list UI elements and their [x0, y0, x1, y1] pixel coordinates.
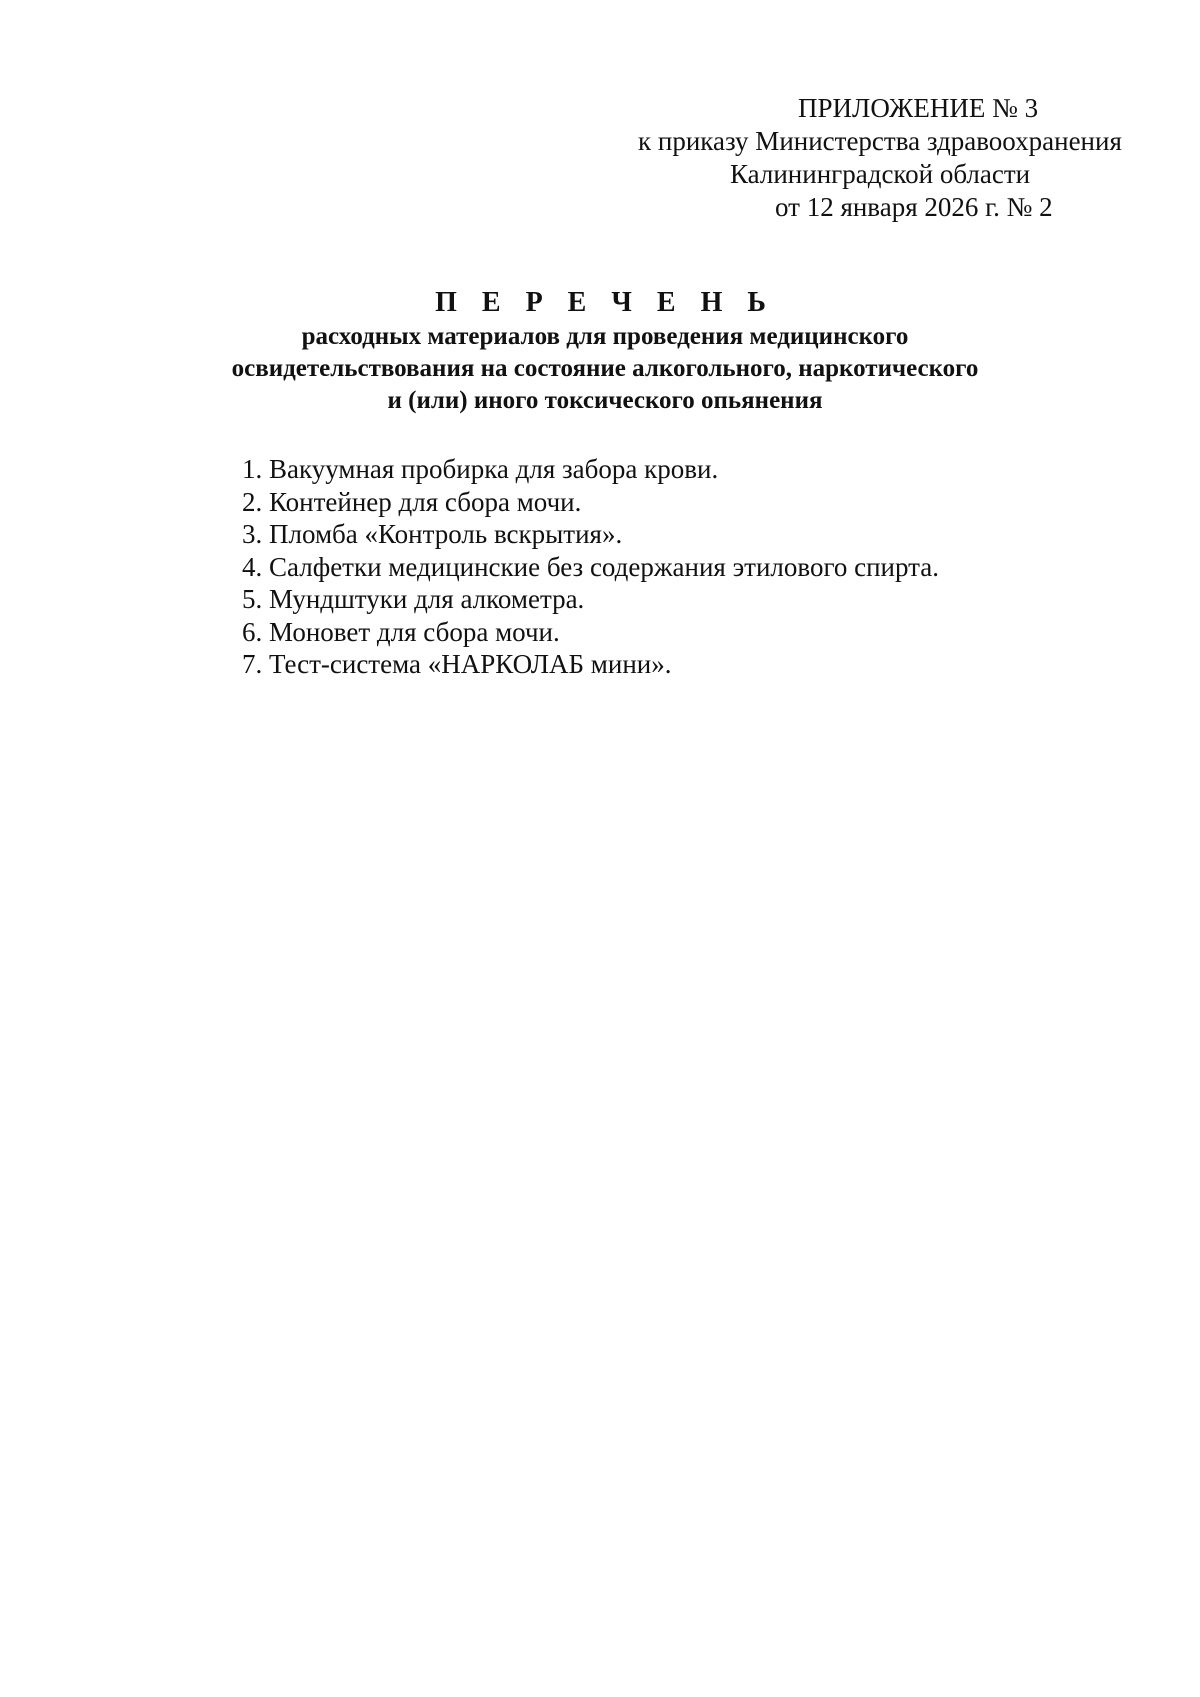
list-item: 1. Вакуумная пробирка для забора крови.	[242, 454, 719, 484]
list-item: 7. Тест-система «НАРКОЛАБ мини».	[242, 649, 672, 679]
appendix-header	[600, 92, 1160, 224]
materials-list	[242, 453, 1142, 681]
appendix-date: от 12 января 2026 г. № 2	[775, 192, 1053, 222]
appendix-number: ПРИЛОЖЕНИЕ № 3	[798, 93, 1039, 123]
title-subline-3: и (или) иного токсического опьянения	[387, 387, 823, 414]
title-heading: П Е Р Е Ч Е Н Ь	[435, 287, 775, 318]
appendix-region: Калининградской области	[730, 159, 1031, 189]
document-title	[200, 286, 1010, 417]
list-item: 4. Салфетки медицинские без содержания этилового спирта.	[242, 551, 939, 582]
title-subline-1: расходных материалов для проведения медицинского	[301, 323, 909, 350]
title-subline-2: освидетельствования на состояние алкогольного, наркотического	[231, 355, 979, 382]
list-item: 6. Моновет для сбора мочи.	[242, 616, 560, 647]
list-item: 5. Мундштуки для алкометра.	[242, 584, 585, 614]
appendix-order-ref: к приказу Министерства здравоохранения	[638, 126, 1122, 156]
list-item: 3. Пломба «Контроль вскрытия».	[242, 519, 623, 549]
list-item: 2. Контейнер для сбора мочи.	[242, 486, 582, 517]
